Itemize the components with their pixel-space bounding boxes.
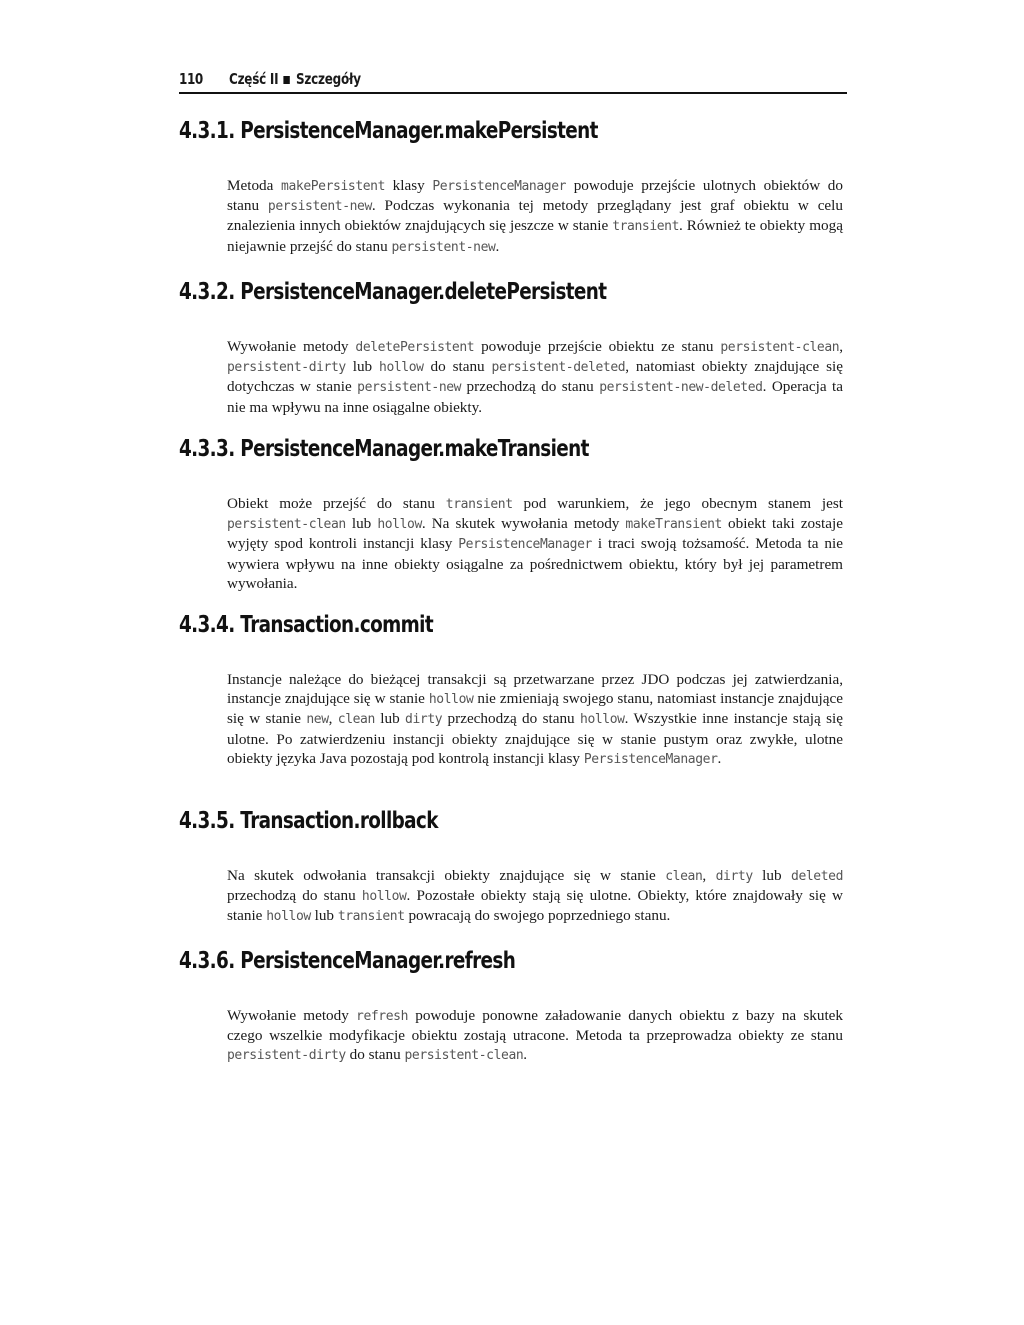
code-term: persistent-new bbox=[391, 239, 496, 255]
code-term: persistent-dirty bbox=[227, 1048, 346, 1064]
section-4-3-5 bbox=[179, 808, 847, 927]
code-term: dirty bbox=[715, 869, 753, 884]
chapter-label: Szczegóły bbox=[295, 70, 361, 88]
code-term: new bbox=[306, 712, 329, 728]
code-term: persistent-deleted bbox=[491, 360, 626, 376]
header-part-chapter bbox=[229, 70, 361, 88]
code-term: refresh bbox=[356, 1009, 409, 1024]
section-body: Instancje należące do bieżącej transakcji są przetwarzane przez JDO podczas jej zatwierdzania, instancje znajdujące się w stanie hollow nie zmieniają swojego stanu, natomiast instancje znajdujące się w stanie new, clean lub dirty przechodzą do stanu hollow. Wszystkie inne instancje stają się ulotne. Po zatwierdzeniu instancji obiekty znajdujące się w stanie pustym oraz zwykłe, ulotne obiekty języka Java pozostają pod kontrolą instancji klasy PersistenceManager. bbox=[227, 671, 843, 767]
section-body: Metoda makePersistent klasy PersistenceManager powoduje przejście ulotnych obiektów do stanu persistent-new. Podczas wykonania tej metody przeglądany jest graf obiektu w celu znalezienia innych obiektów znajdujących się jeszcze w stanie transient. Również te obiekty mogą niejawnie przejść do stanu persistent-new. bbox=[227, 177, 843, 255]
section-title: 4.3.2. PersistenceManager.deletePersistent bbox=[179, 279, 607, 305]
section-body: Obiekt może przejść do stanu transient pod warunkiem, że jego obecnym stanem jest persistent-clean lub hollow. Na skutek wywołania metody makeTransient obiekt taki zostaje wyjęty spod kontroli instancji klasy PersistenceManager i traci swoją tożsamość. Metoda ta nie wywiera wpływu na inne obiekty osiągalne za pośrednictwem obiektu, który był jej parametrem wywołania. bbox=[227, 495, 843, 592]
code-term: persistent-clean bbox=[227, 517, 346, 533]
code-term: deletePersistent bbox=[355, 340, 475, 355]
section-4-3-4 bbox=[179, 612, 847, 769]
code-term: makeTransient bbox=[625, 517, 722, 533]
code-term: clean bbox=[665, 869, 703, 884]
section-4-3-2 bbox=[179, 279, 847, 417]
code-term: persistent-new bbox=[267, 199, 372, 215]
section-body: Na skutek odwołania transakcji obiekty znajdujące się w stanie clean, dirty lub deleted przechodzą do stanu hollow. Pozostałe obiekty stają się ulotne. Obiekty, które znajdowały się w stanie hollow lub transient powracają do swojego poprzedniego stanu. bbox=[227, 867, 844, 925]
code-term: PersistenceManager bbox=[583, 751, 718, 767]
running-header bbox=[179, 66, 847, 94]
section-4-3-3 bbox=[179, 436, 847, 593]
code-term: PersistenceManager bbox=[458, 537, 592, 553]
square-bullet-icon bbox=[283, 76, 289, 84]
code-term: PersistenceManager bbox=[432, 179, 567, 194]
code-term: hollow bbox=[379, 360, 424, 376]
part-label: Część II bbox=[229, 70, 279, 88]
section-body: Wywołanie metody deletePersistent powoduje przejście obiektu ze stanu persistent-clean, persistent-dirty lub hollow do stanu persistent-deleted, natomiast obiekty znajdujące się dotychczas w stanie persistent-new przechodzą do stanu persistent-new-deleted. Operacja ta nie ma wpływu na inne osiągalne obiekty. bbox=[227, 338, 843, 416]
section-4-3-1 bbox=[179, 118, 847, 257]
code-term: hollow bbox=[580, 712, 625, 728]
section-body: Wywołanie metody refresh powoduje ponowne załadowanie danych obiektu z bazy na skutek czego wszelkie modyfikacje obiektu zostają utracone. Metoda ta przeprowadza obiekty ze stanu persistent-dirty do stanu persistent-clean. bbox=[227, 1007, 843, 1064]
page-number: 110 bbox=[179, 70, 203, 88]
section-4-3-6 bbox=[179, 948, 847, 1066]
code-term: hollow bbox=[266, 909, 311, 925]
code-term: makePersistent bbox=[281, 179, 386, 194]
code-term: persistent-new-deleted bbox=[599, 380, 763, 396]
section-title: 4.3.5. Transaction.rollback bbox=[179, 808, 438, 834]
code-term: transient bbox=[337, 909, 405, 925]
section-title: 4.3.4. Transaction.commit bbox=[179, 612, 434, 638]
section-title: 4.3.3. PersistenceManager.makeTransient bbox=[179, 436, 589, 462]
code-term: hollow bbox=[361, 889, 407, 905]
code-term: deleted bbox=[791, 869, 844, 884]
code-term: clean bbox=[337, 712, 375, 728]
code-term: hollow bbox=[428, 692, 474, 708]
section-title: 4.3.6. PersistenceManager.refresh bbox=[179, 948, 516, 974]
code-term: persistent-dirty bbox=[227, 360, 346, 376]
code-term: transient bbox=[445, 497, 513, 512]
code-term: persistent-clean bbox=[404, 1048, 524, 1064]
code-term: dirty bbox=[405, 712, 443, 728]
section-title: 4.3.1. PersistenceManager.makePersistent bbox=[179, 118, 598, 144]
code-term: persistent-new bbox=[357, 380, 462, 396]
code-term: persistent-clean bbox=[720, 340, 840, 355]
code-term: transient bbox=[612, 219, 680, 235]
code-term: hollow bbox=[377, 517, 422, 533]
